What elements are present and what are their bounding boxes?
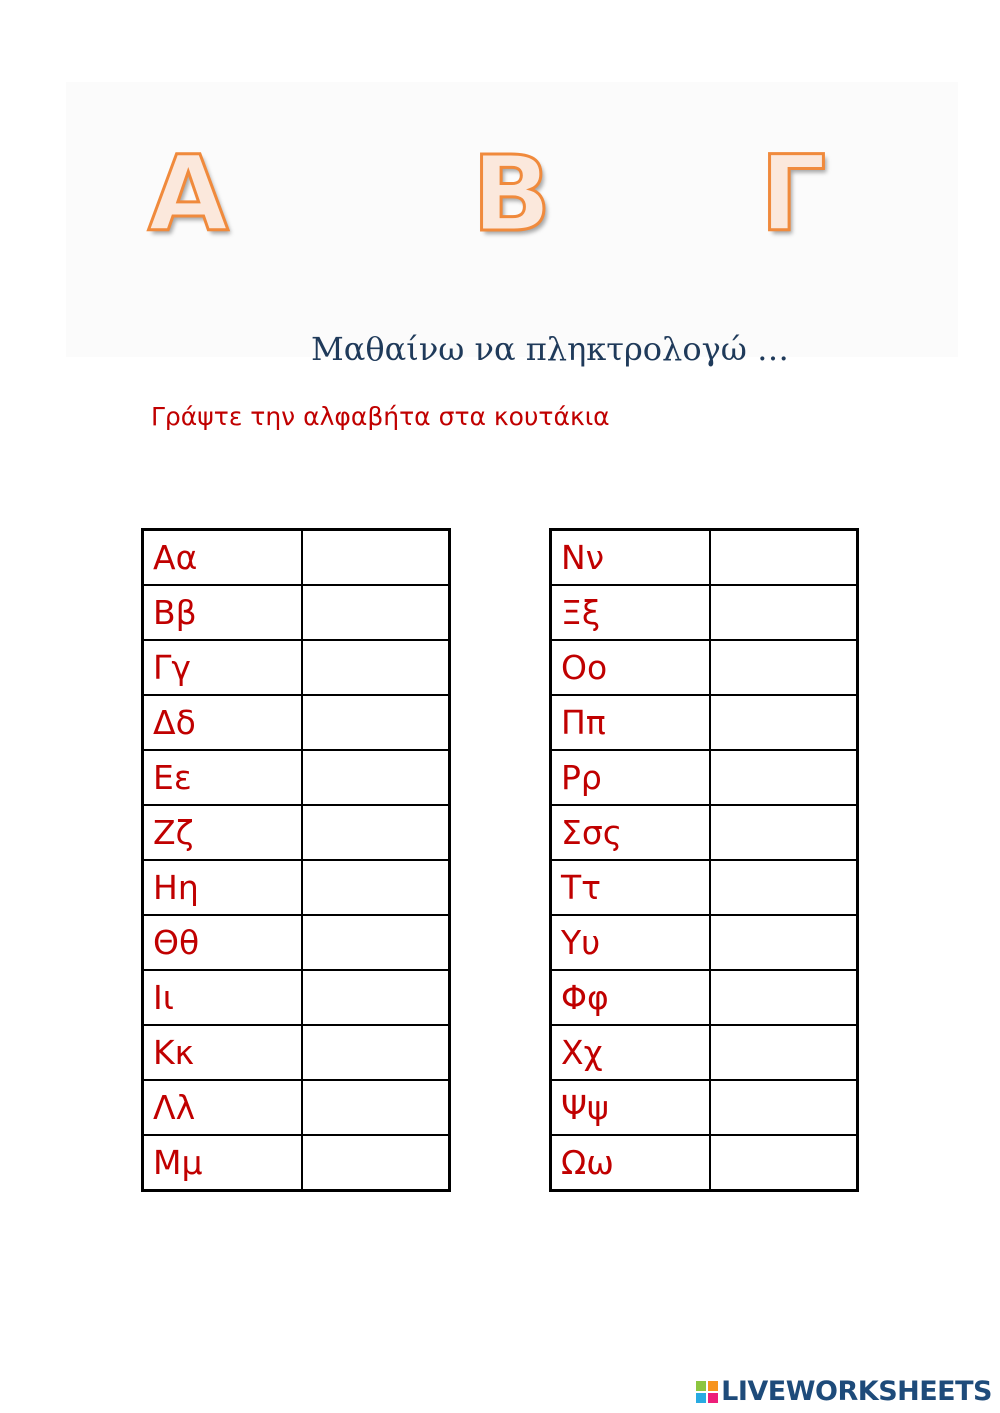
instructions-text: Γράψτε την αλφαβήτα στα κουτάκια [151, 402, 610, 431]
table-row [143, 1025, 450, 1080]
letter-cell: Ρρ [551, 750, 711, 805]
table-row [143, 640, 450, 695]
letter-cell: Εε [143, 750, 303, 805]
letter-cell: Λλ [143, 1080, 303, 1135]
big-letter-alpha: Α [148, 133, 229, 255]
letter-cell: Υυ [551, 915, 711, 970]
answer-box[interactable] [710, 695, 858, 750]
table-row [551, 695, 858, 750]
big-letter-gamma: Γ [760, 133, 827, 255]
table-row [551, 915, 858, 970]
liveworksheets-logo-icon [696, 1381, 718, 1403]
answer-box[interactable] [302, 970, 450, 1025]
liveworksheets-logo [696, 1376, 992, 1407]
letter-cell: Δδ [143, 695, 303, 750]
answer-box[interactable] [710, 970, 858, 1025]
answer-box[interactable] [302, 530, 450, 586]
table-row [143, 860, 450, 915]
answer-box[interactable] [710, 1025, 858, 1080]
right-letter-table [549, 528, 859, 1192]
answer-box[interactable] [302, 750, 450, 805]
answer-box[interactable] [302, 1080, 450, 1135]
letter-cell: Μμ [143, 1135, 303, 1191]
table-row [551, 640, 858, 695]
table-row [143, 585, 450, 640]
table-row [143, 695, 450, 750]
logo-square [696, 1381, 706, 1391]
table-row [143, 1080, 450, 1135]
answer-box[interactable] [710, 1135, 858, 1191]
logo-square [708, 1381, 718, 1391]
table-row [551, 1025, 858, 1080]
table-row [143, 530, 450, 586]
table-row [143, 750, 450, 805]
letter-cell: Γγ [143, 640, 303, 695]
table-row [143, 970, 450, 1025]
answer-box[interactable] [302, 640, 450, 695]
answer-box[interactable] [710, 860, 858, 915]
letter-cell: Νν [551, 530, 711, 586]
letter-cell: Φφ [551, 970, 711, 1025]
left-letter-table [141, 528, 451, 1192]
letter-cell: Ηη [143, 860, 303, 915]
letter-cell: Ττ [551, 860, 711, 915]
logo-square [696, 1393, 706, 1403]
answer-box[interactable] [710, 805, 858, 860]
letter-cell: Αα [143, 530, 303, 586]
table-row [551, 1135, 858, 1191]
answer-box[interactable] [710, 585, 858, 640]
big-letter-beta: Β [472, 133, 552, 255]
answer-box[interactable] [302, 915, 450, 970]
answer-box[interactable] [302, 1025, 450, 1080]
table-row [143, 915, 450, 970]
letter-cell: Κκ [143, 1025, 303, 1080]
answer-box[interactable] [710, 750, 858, 805]
table-row [551, 530, 858, 586]
letter-cell: Σσς [551, 805, 711, 860]
letter-cell: Θθ [143, 915, 303, 970]
answer-box[interactable] [710, 640, 858, 695]
answer-box[interactable] [710, 530, 858, 586]
table-row [143, 805, 450, 860]
logo-square [708, 1393, 718, 1403]
letter-cell: Χχ [551, 1025, 711, 1080]
table-row [551, 805, 858, 860]
table-row [551, 860, 858, 915]
table-row [551, 970, 858, 1025]
answer-box[interactable] [302, 860, 450, 915]
answer-box[interactable] [710, 1080, 858, 1135]
answer-box[interactable] [710, 915, 858, 970]
letter-cell: Ψψ [551, 1080, 711, 1135]
table-row [551, 585, 858, 640]
page-subtitle: Μαθαίνω να πληκτρολογώ … [311, 330, 789, 368]
table-row [551, 1080, 858, 1135]
brand-text: LIVEWORKSHEETS [721, 1376, 992, 1407]
letter-cell: Ββ [143, 585, 303, 640]
letter-cell: Ξξ [551, 585, 711, 640]
letter-cell: Οο [551, 640, 711, 695]
answer-box[interactable] [302, 695, 450, 750]
letter-cell: Ζζ [143, 805, 303, 860]
letter-cell: Ππ [551, 695, 711, 750]
letter-cell: Ωω [551, 1135, 711, 1191]
answer-box[interactable] [302, 1135, 450, 1191]
table-row [551, 750, 858, 805]
answer-box[interactable] [302, 585, 450, 640]
answer-box[interactable] [302, 805, 450, 860]
letter-cell: Ιι [143, 970, 303, 1025]
table-row [143, 1135, 450, 1191]
